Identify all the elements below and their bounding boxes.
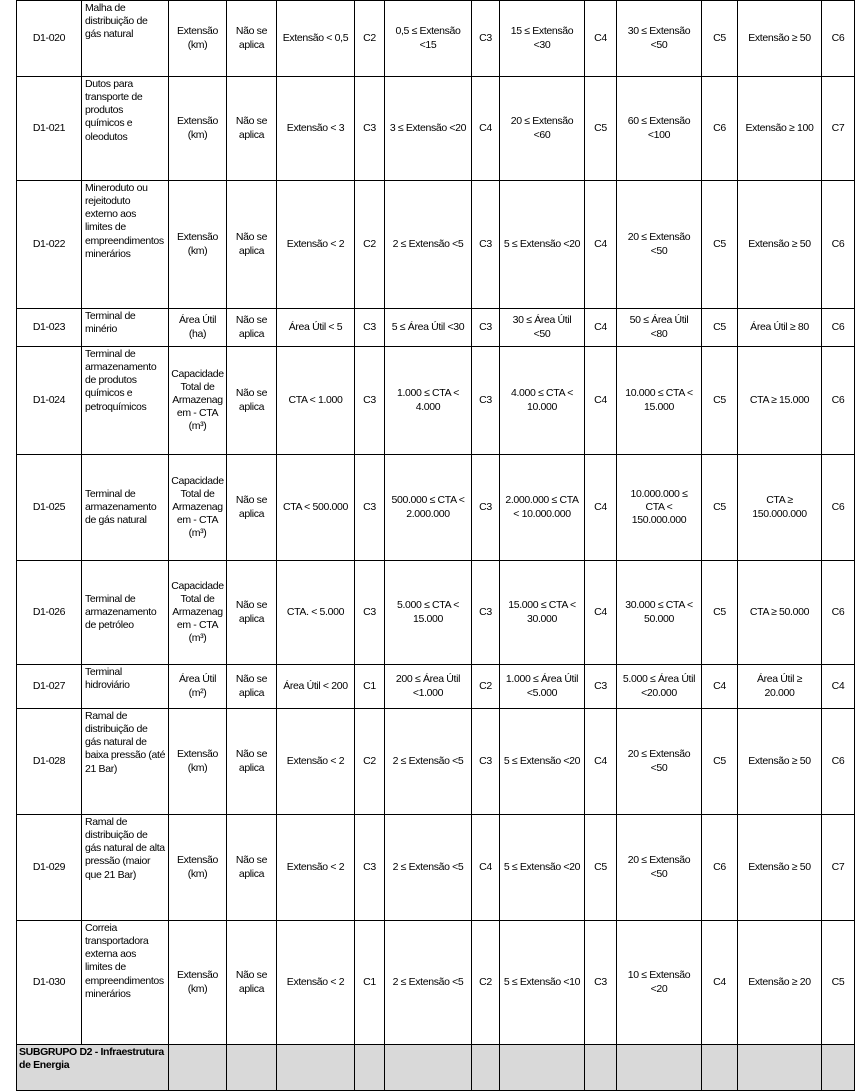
class-cell-5: C6 <box>822 1 855 77</box>
class-cell-2: C3 <box>472 181 500 309</box>
activity-description: Terminal de armazenamento de petróleo <box>82 561 169 665</box>
range-cell-4: 20 ≤ Extensão <50 <box>617 709 702 815</box>
class-cell-2: C3 <box>472 561 500 665</box>
range-cell-5: Área Útil ≥ 20.000 <box>738 665 822 709</box>
parameter-cell: Capacidade Total de Armazenag em - CTA (m³) <box>169 455 227 561</box>
range-cell-2: 5 ≤ Área Útil <30 <box>385 309 472 347</box>
class-cell-3: C4 <box>585 181 617 309</box>
table-row <box>17 347 855 455</box>
not-applicable-cell: Não se aplica <box>227 921 277 1045</box>
class-cell-3: C3 <box>585 665 617 709</box>
activity-description: Terminal de armazenamento de gás natural <box>82 455 169 561</box>
not-applicable-cell: Não se aplica <box>227 309 277 347</box>
range-cell-1: Extensão < 2 <box>277 921 355 1045</box>
activity-code: D1-028 <box>17 709 82 815</box>
table-row <box>17 561 855 665</box>
range-cell-2: 1.000 ≤ CTA < 4.000 <box>385 347 472 455</box>
range-cell-3: 5 ≤ Extensão <20 <box>500 815 585 921</box>
activity-description: Correia transportadora externa aos limites de empreendimentos minerários <box>82 921 169 1045</box>
range-cell-3: 5 ≤ Extensão <10 <box>500 921 585 1045</box>
class-cell-4: C5 <box>702 709 738 815</box>
range-cell-3: 5 ≤ Extensão <20 <box>500 709 585 815</box>
class-cell-1: C2 <box>355 181 385 309</box>
activity-code: D1-022 <box>17 181 82 309</box>
subgroup-title: SUBGRUPO D2 - Infraestrutura de Energia <box>17 1045 169 1091</box>
class-cell-1: C3 <box>355 455 385 561</box>
range-cell-4: 20 ≤ Extensão <50 <box>617 181 702 309</box>
parameter-cell: Extensão (km) <box>169 181 227 309</box>
class-cell-4: C5 <box>702 561 738 665</box>
table-row <box>17 309 855 347</box>
activity-description: Mineroduto ou rejeitoduto externo aos limites de empreendimentos minerários <box>82 181 169 309</box>
not-applicable-cell: Não se aplica <box>227 709 277 815</box>
range-cell-2: 500.000 ≤ CTA < 2.000.000 <box>385 455 472 561</box>
class-cell-3: C5 <box>585 815 617 921</box>
class-cell-5: C6 <box>822 561 855 665</box>
class-cell-2: C4 <box>472 77 500 181</box>
table-row <box>17 181 855 309</box>
table-row <box>17 921 855 1045</box>
range-cell-5: Extensão ≥ 20 <box>738 921 822 1045</box>
not-applicable-cell: Não se aplica <box>227 77 277 181</box>
class-cell-1: C3 <box>355 815 385 921</box>
class-cell-5: C6 <box>822 309 855 347</box>
class-cell-3: C4 <box>585 1 617 77</box>
parameter-cell: Área Útil (ha) <box>169 309 227 347</box>
not-applicable-cell: Não se aplica <box>227 347 277 455</box>
activity-code: D1-020 <box>17 1 82 77</box>
class-cell-1: C3 <box>355 347 385 455</box>
parameter-cell: Extensão (km) <box>169 77 227 181</box>
class-cell-3: C3 <box>585 921 617 1045</box>
range-cell-2: 200 ≤ Área Útil <1.000 <box>385 665 472 709</box>
activity-code: D1-026 <box>17 561 82 665</box>
parameter-cell: Extensão (km) <box>169 1 227 77</box>
parameter-cell: Área Útil (m²) <box>169 665 227 709</box>
class-cell-5: C6 <box>822 347 855 455</box>
class-cell-4: C5 <box>702 1 738 77</box>
table-row <box>17 1 855 77</box>
parameter-cell: Extensão (km) <box>169 921 227 1045</box>
range-cell-2: 0,5 ≤ Extensão <15 <box>385 1 472 77</box>
activity-code: D1-023 <box>17 309 82 347</box>
class-cell-4: C5 <box>702 181 738 309</box>
range-cell-3: 15.000 ≤ CTA < 30.000 <box>500 561 585 665</box>
class-cell-5: C6 <box>822 455 855 561</box>
parameter-cell: Extensão (km) <box>169 815 227 921</box>
range-cell-2: 2 ≤ Extensão <5 <box>385 709 472 815</box>
parameter-cell: Extensão (km) <box>169 709 227 815</box>
range-cell-2: 3 ≤ Extensão <20 <box>385 77 472 181</box>
range-cell-1: Área Útil < 200 <box>277 665 355 709</box>
activity-description: Terminal de armazenamento de produtos químicos e petroquímicos <box>82 347 169 455</box>
activity-description: Malha de distribuição de gás natural <box>82 1 169 77</box>
range-cell-5: CTA ≥ 150.000.000 <box>738 455 822 561</box>
class-cell-2: C4 <box>472 815 500 921</box>
class-cell-2: C2 <box>472 921 500 1045</box>
class-cell-2: C2 <box>472 665 500 709</box>
class-cell-3: C5 <box>585 77 617 181</box>
activity-code: D1-027 <box>17 665 82 709</box>
activity-description: Ramal de distribuição de gás natural de alta pressão (maior que 21 Bar) <box>82 815 169 921</box>
class-cell-5: C5 <box>822 921 855 1045</box>
class-cell-5: C6 <box>822 181 855 309</box>
class-cell-1: C1 <box>355 665 385 709</box>
class-cell-2: C3 <box>472 709 500 815</box>
class-cell-3: C4 <box>585 709 617 815</box>
range-cell-3: 20 ≤ Extensão <60 <box>500 77 585 181</box>
range-cell-1: CTA < 1.000 <box>277 347 355 455</box>
activity-description: Terminal de minério <box>82 309 169 347</box>
activity-code: D1-021 <box>17 77 82 181</box>
range-cell-5: Extensão ≥ 50 <box>738 1 822 77</box>
class-cell-1: C3 <box>355 77 385 181</box>
class-cell-1: C2 <box>355 1 385 77</box>
range-cell-5: Extensão ≥ 50 <box>738 181 822 309</box>
range-cell-4: 10 ≤ Extensão <20 <box>617 921 702 1045</box>
range-cell-5: CTA ≥ 50.000 <box>738 561 822 665</box>
range-cell-2: 2 ≤ Extensão <5 <box>385 921 472 1045</box>
not-applicable-cell: Não se aplica <box>227 665 277 709</box>
range-cell-4: 50 ≤ Área Útil <80 <box>617 309 702 347</box>
class-cell-3: C4 <box>585 309 617 347</box>
class-cell-2: C3 <box>472 455 500 561</box>
class-cell-3: C4 <box>585 561 617 665</box>
activity-code: D1-024 <box>17 347 82 455</box>
activity-description: Ramal de distribuição de gás natural de baixa pressão (até 21 Bar) <box>82 709 169 815</box>
activity-description: Terminal hidroviário <box>82 665 169 709</box>
range-cell-3: 2.000.000 ≤ CTA < 10.000.000 <box>500 455 585 561</box>
activity-description: Dutos para transporte de produtos químicos e oleodutos <box>82 77 169 181</box>
parameter-cell: Capacidade Total de Armazenag em - CTA (m³) <box>169 561 227 665</box>
range-cell-1: Extensão < 3 <box>277 77 355 181</box>
class-cell-4: C6 <box>702 77 738 181</box>
activity-code: D1-029 <box>17 815 82 921</box>
class-cell-2: C3 <box>472 347 500 455</box>
range-cell-4: 10.000 ≤ CTA < 15.000 <box>617 347 702 455</box>
range-cell-1: Extensão < 2 <box>277 815 355 921</box>
range-cell-5: Extensão ≥ 100 <box>738 77 822 181</box>
subgroup-header-row <box>17 1045 855 1091</box>
class-cell-1: C2 <box>355 709 385 815</box>
table-row <box>17 709 855 815</box>
table-row <box>17 77 855 181</box>
class-cell-4: C6 <box>702 815 738 921</box>
range-cell-1: Extensão < 2 <box>277 181 355 309</box>
range-cell-1: Extensão < 2 <box>277 709 355 815</box>
class-cell-2: C3 <box>472 309 500 347</box>
range-cell-5: Extensão ≥ 50 <box>738 815 822 921</box>
table-row <box>17 815 855 921</box>
not-applicable-cell: Não se aplica <box>227 1 277 77</box>
class-cell-5: C7 <box>822 77 855 181</box>
range-cell-5: Extensão ≥ 50 <box>738 709 822 815</box>
activity-code: D1-025 <box>17 455 82 561</box>
class-cell-3: C4 <box>585 455 617 561</box>
range-cell-2: 2 ≤ Extensão <5 <box>385 815 472 921</box>
class-cell-4: C4 <box>702 665 738 709</box>
class-cell-3: C4 <box>585 347 617 455</box>
class-cell-1: C1 <box>355 921 385 1045</box>
range-cell-4: 30 ≤ Extensão <50 <box>617 1 702 77</box>
not-applicable-cell: Não se aplica <box>227 815 277 921</box>
range-cell-3: 1.000 ≤ Área Útil <5.000 <box>500 665 585 709</box>
table-row <box>17 455 855 561</box>
range-cell-3: 4.000 ≤ CTA < 10.000 <box>500 347 585 455</box>
classification-table <box>16 0 855 1091</box>
not-applicable-cell: Não se aplica <box>227 455 277 561</box>
document-page <box>16 0 855 1091</box>
range-cell-2: 2 ≤ Extensão <5 <box>385 181 472 309</box>
not-applicable-cell: Não se aplica <box>227 561 277 665</box>
class-cell-4: C5 <box>702 455 738 561</box>
range-cell-4: 30.000 ≤ CTA < 50.000 <box>617 561 702 665</box>
range-cell-5: CTA ≥ 15.000 <box>738 347 822 455</box>
not-applicable-cell: Não se aplica <box>227 181 277 309</box>
range-cell-4: 10.000.000 ≤ CTA < 150.000.000 <box>617 455 702 561</box>
range-cell-3: 15 ≤ Extensão <30 <box>500 1 585 77</box>
range-cell-1: Área Útil < 5 <box>277 309 355 347</box>
parameter-cell: Capacidade Total de Armazenag em - CTA (m³) <box>169 347 227 455</box>
class-cell-4: C4 <box>702 921 738 1045</box>
activity-code: D1-030 <box>17 921 82 1045</box>
table-row <box>17 665 855 709</box>
range-cell-1: CTA. < 5.000 <box>277 561 355 665</box>
range-cell-1: Extensão < 0,5 <box>277 1 355 77</box>
class-cell-4: C5 <box>702 347 738 455</box>
range-cell-1: CTA < 500.000 <box>277 455 355 561</box>
range-cell-3: 30 ≤ Área Útil <50 <box>500 309 585 347</box>
class-cell-1: C3 <box>355 561 385 665</box>
class-cell-2: C3 <box>472 1 500 77</box>
class-cell-5: C6 <box>822 709 855 815</box>
class-cell-5: C4 <box>822 665 855 709</box>
range-cell-5: Área Útil ≥ 80 <box>738 309 822 347</box>
range-cell-2: 5.000 ≤ CTA < 15.000 <box>385 561 472 665</box>
class-cell-5: C7 <box>822 815 855 921</box>
range-cell-4: 5.000 ≤ Área Útil <20.000 <box>617 665 702 709</box>
class-cell-4: C5 <box>702 309 738 347</box>
range-cell-3: 5 ≤ Extensão <20 <box>500 181 585 309</box>
class-cell-1: C3 <box>355 309 385 347</box>
range-cell-4: 60 ≤ Extensão <100 <box>617 77 702 181</box>
range-cell-4: 20 ≤ Extensão <50 <box>617 815 702 921</box>
